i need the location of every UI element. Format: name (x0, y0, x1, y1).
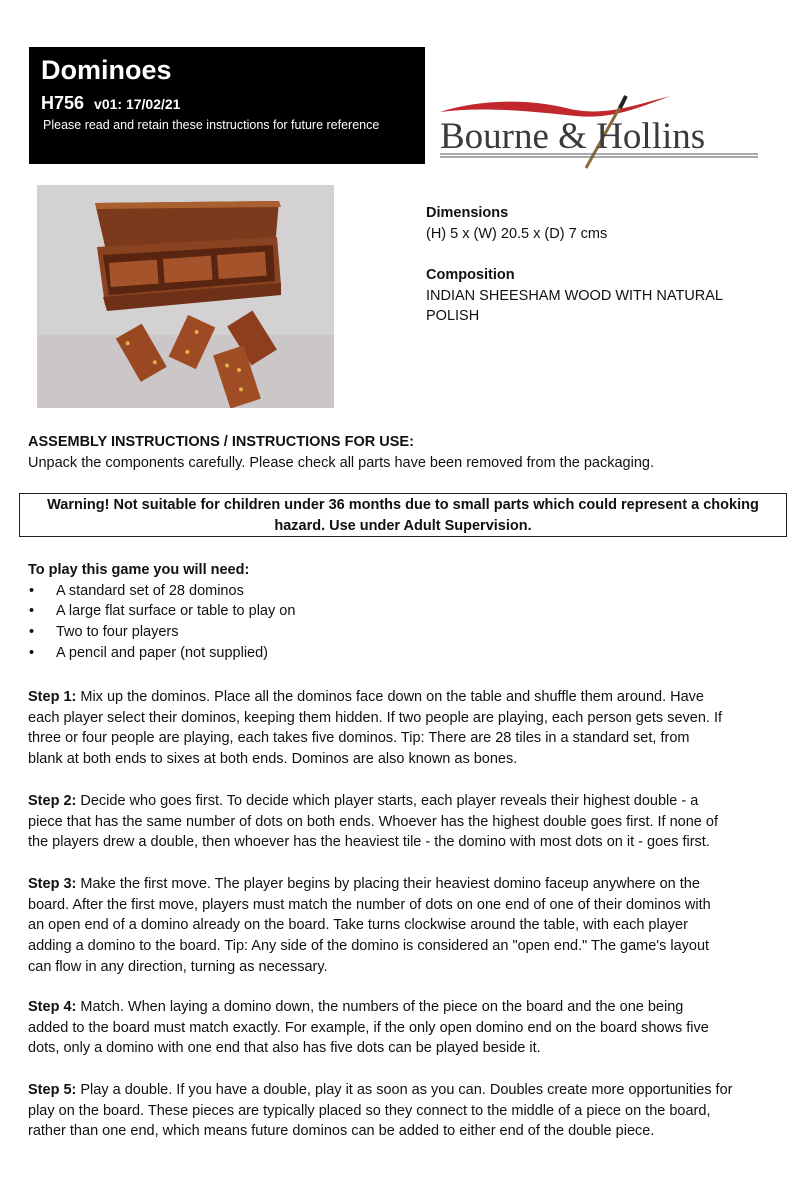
step-text: an open end of a domino already on the board. Take turns clockwise around the table, with each player (28, 917, 688, 934)
step-text: rather than one end, which means future dominos can be added to either end of the double piece. (28, 1123, 655, 1140)
list-item: • A standard set of 28 dominos (28, 581, 778, 602)
step-text: board. After the first move, players must match the number of dots on one end of one of their dominos with (28, 896, 711, 913)
assembly-text: Unpack the components carefully. Please check all parts have been removed from the packaging. (28, 454, 654, 471)
assembly-heading: ASSEMBLY INSTRUCTIONS / INSTRUCTIONS FOR USE: (28, 434, 414, 450)
composition-value-line1: INDIAN SHEESHAM WOOD WITH NATURAL (426, 287, 723, 304)
step-text: Mix up the dominos. Place all the dominos face down on the table and shuffle them around. Have (76, 689, 704, 705)
step-text: each player select their dominos, keeping them hidden. If two people are playing, each person gets seven. If (28, 709, 723, 726)
step-text: play on the board. These pieces are typically placed so they connect to the middle of a piece on the board, (28, 1102, 711, 1119)
dimensions-value: (H) 5 x (W) 20.5 x (D) 7 cms (426, 225, 608, 242)
retain-note: Please read and retain these instructions for future reference (43, 118, 380, 132)
step-label: Step 5: (28, 1082, 77, 1098)
composition-label: Composition (426, 267, 515, 283)
product-code (41, 93, 180, 114)
step-text: Match. When laying a domino down, the numbers of the piece on the board and the one being (76, 999, 684, 1015)
logo-text: Bourne & Hollins (440, 116, 706, 157)
step-label: Step 4: (28, 999, 77, 1015)
step-label: Step 2: (28, 793, 77, 809)
step-text: three or four people are playing, each takes five dominos. Tip: There are 28 tiles in a standard set, from (28, 730, 690, 747)
step-text: Make the first move. The player begins by placing their heaviest domino faceup anywhere on the (76, 876, 700, 892)
step-text: piece that has the same number of dots on both ends. Whoever has the highest double goes first. If none of (28, 813, 718, 830)
list-item: • Two to four players (28, 622, 778, 643)
needs-heading: To play this game you will need: (28, 562, 250, 578)
warning-line2: hazard. Use under Adult Supervision. (274, 517, 532, 534)
step-5 (28, 1080, 778, 1142)
step-text: adding a domino to the board. Tip: Any side of the domino is considered an "open end." The game's layout (28, 938, 710, 955)
step-1 (28, 687, 778, 770)
step-3 (28, 874, 778, 978)
step-text: can flow in any direction, turning as necessary. (28, 958, 328, 975)
product-code-value: H756 (41, 93, 85, 113)
document-title: Dominoes (41, 55, 172, 85)
step-text: the players drew a double, then whoever has the heaviest tile - the domino with most dots on it - goes first. (28, 834, 710, 851)
step-label: Step 3: (28, 876, 77, 892)
step-4 (28, 997, 778, 1059)
needs-section (28, 560, 778, 664)
warning-box (19, 493, 787, 537)
step-text: dots, only a domino with one end that also has five dots can be played beside it. (28, 1040, 541, 1057)
version-label: v01: 17/02/21 (94, 96, 181, 112)
step-2 (28, 791, 778, 853)
list-item: • A large flat surface or table to play on (28, 601, 778, 622)
list-item: • A pencil and paper (not supplied) (28, 643, 778, 664)
step-text: added to the board must match exactly. For example, if the only open domino end on the board shows five (28, 1019, 709, 1036)
step-text: blank at both ends to sixes at both ends. Dominos are also known as bones. (28, 751, 518, 768)
warning-line1: Warning! Not suitable for children under 36 months due to small parts which could represent a choking (47, 497, 759, 513)
step-label: Step 1: (28, 689, 77, 705)
step-text: Play a double. If you have a double, play it as soon as you can. Doubles create more opportunities for (76, 1082, 733, 1098)
header-banner (29, 47, 425, 164)
dimensions-label: Dimensions (426, 205, 509, 221)
step-text: Decide who goes first. To decide which player starts, each player reveals their highest double - a (76, 793, 699, 809)
brand-logo (436, 90, 766, 174)
composition-value-line2: POLISH (426, 308, 480, 324)
needs-list (28, 581, 778, 664)
product-specs (426, 203, 766, 327)
product-photo (37, 185, 334, 408)
logo-swoosh-icon (440, 96, 671, 117)
assembly-section (28, 432, 778, 473)
